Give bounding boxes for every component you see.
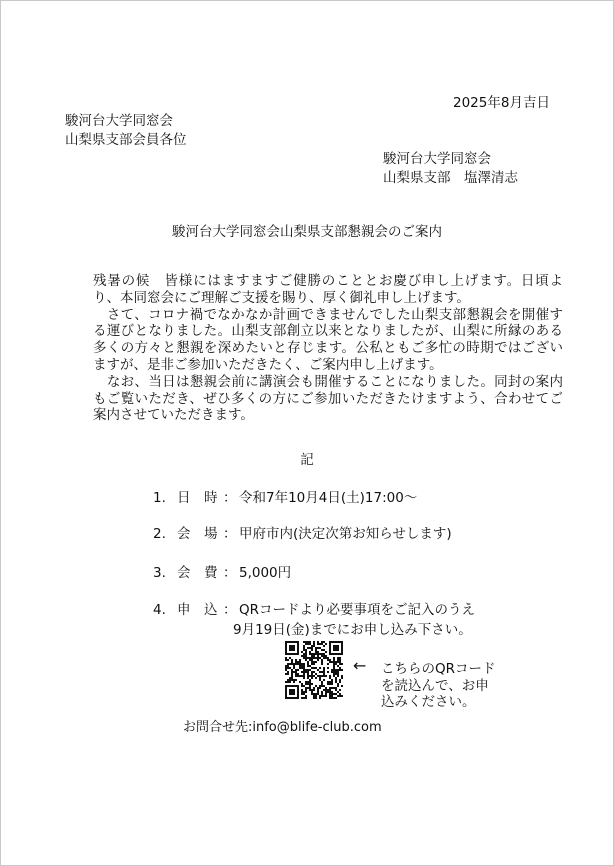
item-label: 会 場 xyxy=(177,526,218,542)
item-value: 令和7年10月4日(土)17:00～ xyxy=(239,490,418,506)
ki-heading: 記 xyxy=(300,452,314,468)
recipient-members: 山梨県支部会員各位 xyxy=(65,132,187,148)
item-number: 1. xyxy=(153,490,166,506)
item-value: 甲府市内(決定次第お知らせします) xyxy=(239,526,452,542)
left-arrow-icon: ← xyxy=(353,656,367,675)
item-colon: ： xyxy=(223,602,237,618)
item-fee xyxy=(153,561,291,581)
item-colon: ： xyxy=(223,490,237,506)
qr-instructions xyxy=(381,661,496,711)
item-value: QRコードより必要事項をご記入のうえ xyxy=(239,602,476,618)
sender-name: 山梨県支部 塩澤清志 xyxy=(383,170,518,186)
letter-body xyxy=(93,273,563,424)
body-paragraph-2: さて、コロナ禍でなかなか計画できませんでした山梨支部懇親会を開催する運びとなりました。山梨支部創立以来となりましたが、山梨に所縁のある多くの方々と懇親を深めたいと存じます。公私ともご多忙の時期ではございますが、是非ご参加いただきたく、ご案内申し上げます。 xyxy=(93,306,563,373)
document-title: 駿河台大学同窓会山梨県支部懇親会のご案内 xyxy=(172,224,442,240)
item-venue xyxy=(153,522,452,542)
qr-note-line: 込みください。 xyxy=(381,694,476,710)
item-number: 4. xyxy=(153,602,166,618)
item-colon: ： xyxy=(223,565,237,581)
item-label: 会 費 xyxy=(177,565,218,581)
body-paragraph-1: 残暑の候 皆様にはますますご健勝のこととお慶び申し上げます。日頃より、本同窓会にご理解ご支援を賜り、厚く御礼申し上げます。 xyxy=(93,273,563,306)
item-application-deadline: 9月19日(金)までにお申し込み下さい。 xyxy=(233,622,472,638)
item-label: 日 時 xyxy=(177,490,218,506)
issue-date: 2025年8月吉日 xyxy=(453,95,550,111)
body-paragraph-3: なお、当日は懇親会前に講演会も開催することになりました。同封の案内もご覧いただき、ぜひ多くの方にご参加いただきたけますよう、合わせてご案内させていただきます。 xyxy=(93,373,563,424)
item-value: 5,000円 xyxy=(239,565,292,581)
item-number: 3. xyxy=(153,565,166,581)
qr-note-line: こちらのQRコード xyxy=(381,661,496,677)
sender-org: 駿河台大学同窓会 xyxy=(383,151,491,167)
recipient-org: 駿河台大学同窓会 xyxy=(65,113,173,129)
contact-info: お問合せ先:info@blife-club.com xyxy=(183,720,382,735)
item-application xyxy=(153,598,475,618)
qr-code-icon[interactable] xyxy=(285,641,343,699)
item-colon: ： xyxy=(223,526,237,542)
item-number: 2. xyxy=(153,526,166,542)
item-datetime xyxy=(153,486,417,506)
item-label: 申 込 xyxy=(177,602,218,618)
qr-note-line: を読込んで、お申 xyxy=(381,677,489,694)
